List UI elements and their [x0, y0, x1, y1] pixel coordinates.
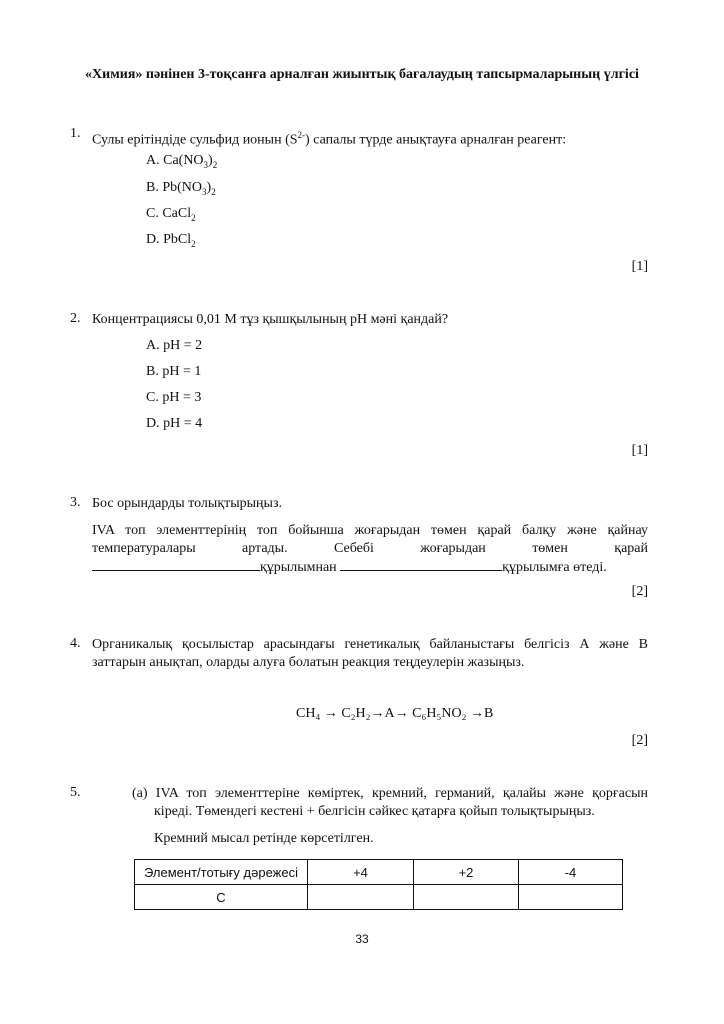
table-cell[interactable] [414, 885, 519, 910]
q1-option-c: C. CaCl$_2$ [146, 206, 196, 223]
q5-note: Кремний мысал ретінде көрсетілген. [154, 831, 374, 846]
q1-text [92, 126, 648, 150]
table-header-cell: Элемент/тотығу дәрежесі [135, 860, 308, 885]
q1-superscript: 2- [297, 130, 306, 140]
q4-line-2: заттарын анықтап, оларды алуға болатын реакция теңдеулерін жазыңыз. [92, 655, 525, 670]
table-cell[interactable] [519, 885, 623, 910]
page-number: 33 [355, 932, 369, 946]
q3-number: 3. [70, 495, 81, 510]
q2-option-b: B. pH = 1 [146, 364, 202, 379]
q1-option-b: B. $Pb(NO_3)_2$ [146, 180, 216, 197]
q3-line-3 [92, 558, 648, 577]
q2-text: Концентрациясы 0,01 М тұз қышқылының pH мәні қандай? [92, 312, 449, 327]
q4-score: [2] [631, 733, 648, 748]
q1-text-after: ) сапалы түрде анықтауға арналған реагент: [305, 132, 567, 148]
table-header-cell: +4 [308, 860, 414, 885]
q2-option-c: C. pH = 3 [146, 390, 202, 405]
q4-line-1: Органикалық қосылыстар арасындағы генетикалық байланыстағы белгісіз А және В [92, 637, 648, 652]
table-header-cell: -4 [519, 860, 623, 885]
q3-text: Бос орындарды толықтырыңыз. [92, 496, 282, 511]
table-row [135, 885, 623, 910]
q1-number: 1. [70, 126, 81, 141]
q4-number: 4. [70, 636, 81, 651]
q1-option-d: D. PbCl$_2$ [146, 232, 196, 249]
table-header-row [135, 860, 623, 885]
q5-part-a [132, 785, 648, 803]
q3-line-1: IVA топ элементтерінің топ бойынша жоғарыдан төмен қарай балқу және қайнау [92, 523, 648, 538]
q1-text-before: Сулы ерітіндіде сульфид ионын (S [92, 132, 298, 148]
q2-option-d: D. pH = 4 [146, 416, 203, 431]
oxidation-state-table [134, 859, 623, 910]
q4-reaction-formula: CH₄ → C₂H₂→A→ C₆H₅NO₂ →B [296, 706, 494, 721]
q1-score: [1] [631, 259, 648, 274]
q2-score: [1] [631, 443, 648, 458]
q3-line-2: температуралары артады. Себебі жоғарыдан төмен қарай [92, 541, 648, 556]
q5-line-2: кіреді. Төмендегі кестені + белгісін сәйкес қатарға қойып толықтырыңыз. [154, 804, 595, 819]
table-header-cell: +2 [414, 860, 519, 885]
q1-option-a: A. $Ca(NO_3)_2$ [146, 153, 218, 170]
q2-option-a: A. pH = 2 [146, 338, 203, 353]
q2-number: 2. [70, 311, 81, 326]
q3-end-text: құрылымға өтеді. [502, 560, 607, 575]
q3-blank-2[interactable] [340, 558, 502, 571]
q3-score: [2] [631, 584, 648, 599]
q3-mid-text: құрылымнан [260, 560, 337, 575]
table-cell[interactable] [308, 885, 414, 910]
table-cell: C [135, 885, 308, 910]
q5-number: 5. [70, 785, 81, 800]
page-title: «Химия» пәнінен 3-тоқсанға арналған жиынтық бағалаудың тапсырмаларының үлгісі [85, 67, 639, 82]
q3-blank-1[interactable] [92, 558, 260, 571]
q5-line-1: (a) IVA топ элементтеріне көміртек, кремний, германий, қалайы және қорғасын [132, 786, 648, 801]
